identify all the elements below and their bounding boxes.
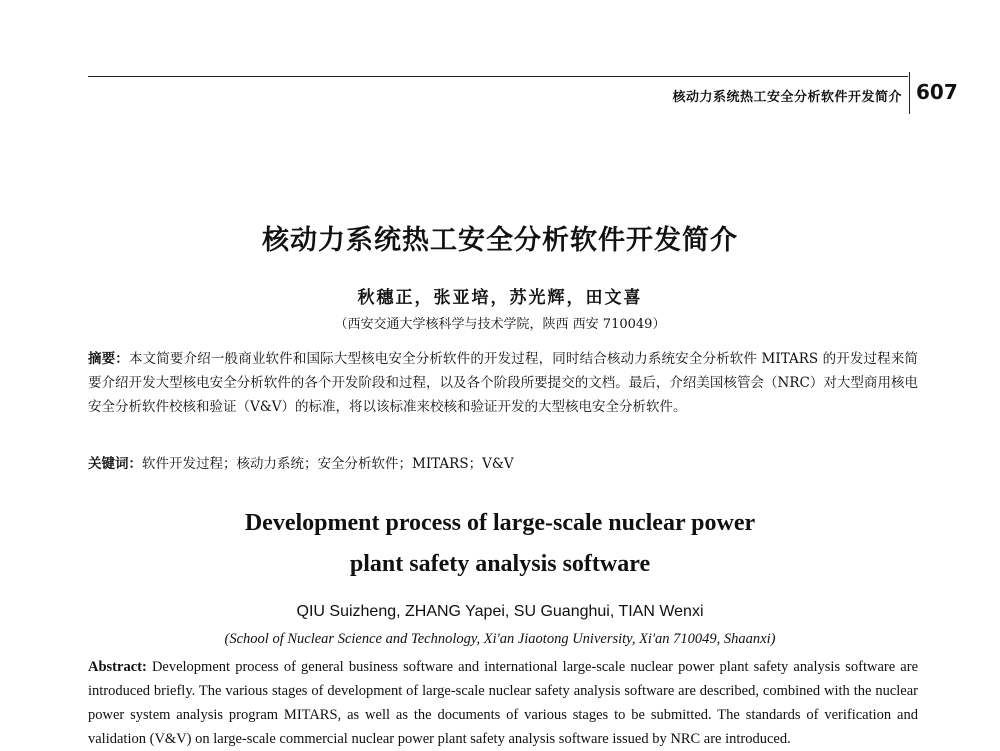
chinese-keywords-text: 软件开发过程；核动力系统；安全分析软件；MITARS；V&V <box>142 456 514 472</box>
english-affiliation: (School of Nuclear Science and Technology, Xi'an Jiaotong University, Xi'an 710049, Shaanxi) <box>224 631 776 647</box>
header-rule <box>88 76 908 77</box>
header-divider <box>909 72 910 114</box>
chinese-abstract-text: 本文简要介绍一般商业软件和国际大型核电安全分析软件的开发过程，同时结合核动力系统安全分析软件 MITARS 的开发过程来简要介绍开发大型核电安全分析软件的各个开发阶段和过程，以及各个阶段所要提交的文档。最后，介绍美国核管会（NRC）对大型商用核电安全分析软件校核和验证（V&V）的标准，将以该标准来校核和验证开发的大型核电安全分析软件。 <box>88 351 918 415</box>
english-title-line-1: Development process of large-scale nuclear power <box>244 510 756 536</box>
chinese-keywords-label: 关键词： <box>88 456 142 472</box>
chinese-abstract-label: 摘要： <box>88 351 129 367</box>
page-number: 607 <box>916 80 958 104</box>
english-abstract-label: Abstract: <box>88 659 147 675</box>
running-header-title: 核动力系统热工安全分析软件开发简介 <box>672 90 902 105</box>
chinese-abstract <box>88 347 918 419</box>
english-abstract-text: Development process of general business software and international large-scale nuclear power plant safety analysis software are introduced briefly. The various stages of development of large-scale nuclear safety analysis software are described, combined with the nuclear power system analysis program MITARS, as well as the documents of various stages to be submitted. The standards of verification and validation (V&V) on large-scale commercial nuclear power plant safety analysis software issued by NRC are introduced. <box>88 659 919 747</box>
english-abstract <box>88 655 918 751</box>
chinese-authors: 秋穗正，张亚培，苏光辉，田文喜 <box>357 288 643 308</box>
chinese-keywords <box>88 452 918 472</box>
chinese-affiliation: （西安交通大学核科学与技术学院，陕西 西安 710049） <box>334 317 666 332</box>
english-title-line-2: plant safety analysis software <box>349 551 651 577</box>
english-authors: QIU Suizheng, ZHANG Yapei, SU Guanghui, TIAN Wenxi <box>296 603 704 620</box>
chinese-title: 核动力系统热工安全分析软件开发简介 <box>262 225 738 256</box>
